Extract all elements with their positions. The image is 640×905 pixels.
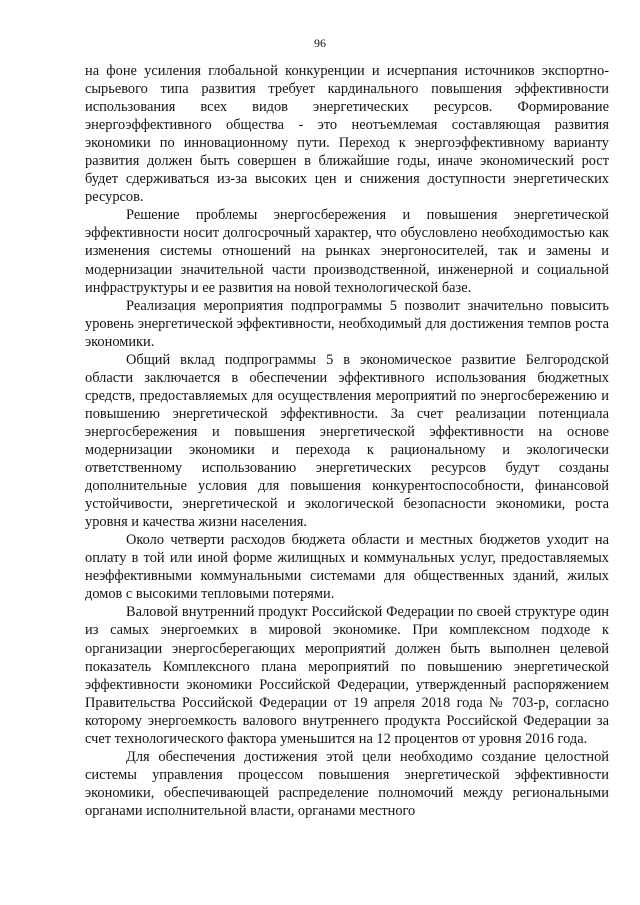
paragraph-energy-saving-problem: Решение проблемы энергосбережения и повышения энергетической эффективности носит долгосрочный характер, что обусловлено необходимостью как изменения системы отношений на рынках энергоносителей, так и замены и модернизации значительной части производственной, инженерной и социальной инфраструктуры и ее развития на новой технологической базе. <box>85 207 609 296</box>
paragraph-overall-contribution: Общий вклад подпрограммы 5 в экономическое развитие Белгородской области заключается в обеспечении эффективного использования бюджетных средств, предоставляемых для осуществления мероприятий по энергосбережению и повышению энергетической эффективности. За счет реализации потенциала энергосбережения и повышения энергетической эффективности на основе модернизации экономики и перехода к рациональному и экологически ответственному использованию энергетических ресурсов будут созданы дополнительные условия для повышения конкурентоспособности, финансовой устойчивости, энергетической и экологической безопасности экономики, роста уровня и качества жизни населения. <box>85 351 609 531</box>
paragraph-budget-expenses: Около четверти расходов бюджета области и местных бюджетов уходит на оплату в той или иной форме жилищных и коммунальных услуг, предоставляемых неэффективными коммунальными системами для общественных зданий, жилых домов с высокими тепловыми потерями. <box>85 532 609 603</box>
page-number: 96 <box>314 36 326 50</box>
paragraph-continuation: на фоне усиления глобальной конкуренции и исчерпания источников экспортно-сырьевого типа развития требует кардинального повышения эффективности использования всех видов энергетических ресурсов. Формирование энергоэффективного общества - это неотъемлемая составляющая развития экономики по инновационному пути. Переход к энергоэффективному варианту развития должен быть совершен в ближайшие годы, иначе экономический рост будет сдерживаться из-за высоких цен и снижения доступности энергетических ресурсов. <box>85 63 609 206</box>
paragraph-gdp-energy-intensity: Валовой внутренний продукт Российской Федерации по своей структуре один из самых энергоемких в мировой экономике. При комплексном подходе к организации энергосберегающих мероприятий должен быть выполнен целевой показатель Комплексного плана мероприятий по повышению энергетической эффективности экономики Российской Федерации, утвержденный распоряжением Правительства Российской Федерации от 19 апреля 2018 года № 703-р, согласно которому энергоемкость валового внутреннего продукта Российской Федерации за счет технологического фактора уменьшится на 12 процентов от уровня 2016 года. <box>85 604 609 747</box>
paragraph-management-system: Для обеспечения достижения этой цели необходимо создание целостной системы управления процессом повышения энергетической эффективности экономики, обеспечивающей распределение полномочий между региональными органами исполнительной власти, органами местного <box>85 748 609 819</box>
paragraph-subprogram-implementation: Реализация мероприятия подпрограммы 5 позволит значительно повысить уровень энергетической эффективности, необходимый для достижения темпов роста экономики. <box>85 297 609 350</box>
body-text <box>85 62 609 820</box>
